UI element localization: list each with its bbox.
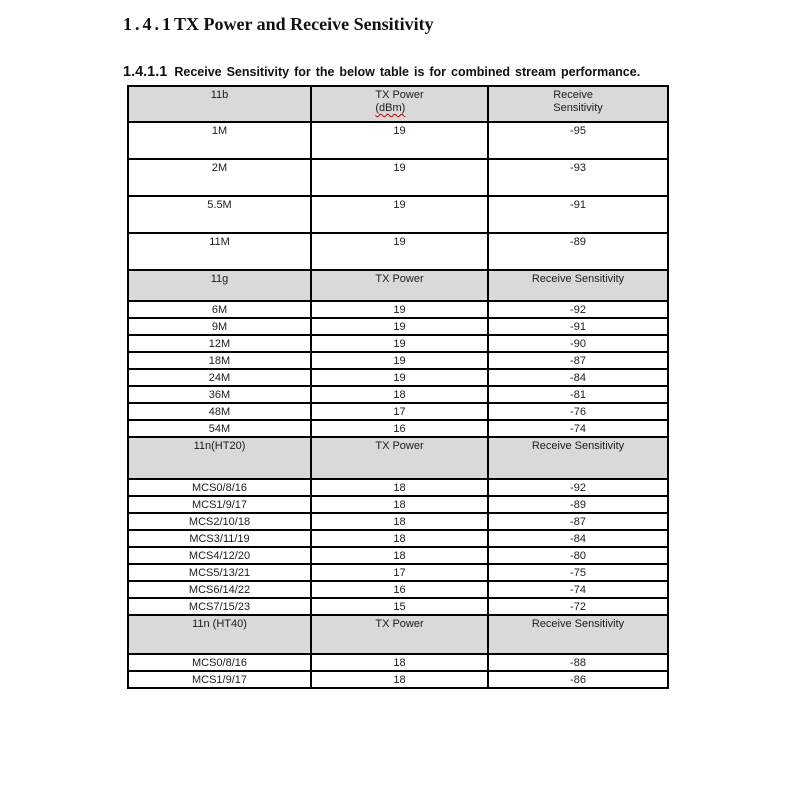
table-row [128,530,668,547]
table-row [128,547,668,564]
header-text-line: TX Power [375,440,424,452]
rx-sensitivity-cell: -72 [488,598,668,615]
rate-cell: 9M [128,318,311,335]
table-row [128,369,668,386]
rate-cell: MCS2/10/18 [128,513,311,530]
rate-cell: MCS0/8/16 [128,654,311,671]
tx-power-cell: 19 [311,122,488,159]
tx-power-cell: 18 [311,530,488,547]
header-text-line: 11n(HT20) [193,440,246,452]
rx-sensitivity-header-cell [488,86,668,122]
table-row [128,564,668,581]
rate-cell: 1M [128,122,311,159]
section-title: TX Power and Receive Sensitivity [174,14,434,34]
rate-cell: 54M [128,420,311,437]
rate-cell: MCS3/11/19 [128,530,311,547]
tx-power-header-cell [311,615,488,654]
table-row [128,479,668,496]
rx-sensitivity-cell: -89 [488,233,668,270]
rate-cell: MCS7/15/23 [128,598,311,615]
table-row [128,122,668,159]
tx-power-cell: 18 [311,479,488,496]
rx-sensitivity-cell: -91 [488,318,668,335]
tx-power-cell: 18 [311,547,488,564]
tx-power-cell: 15 [311,598,488,615]
rate-cell: 11M [128,233,311,270]
header-text-line: TX Power [375,273,424,285]
rx-sensitivity-cell: -91 [488,196,668,233]
header-text-line: 11b [210,89,229,101]
tx-power-cell: 19 [311,369,488,386]
rx-sensitivity-cell: -93 [488,159,668,196]
rx-sensitivity-cell: -81 [488,386,668,403]
tx-power-cell: 19 [311,352,488,369]
rate-cell: 5.5M [128,196,311,233]
table-row [128,159,668,196]
tx-power-cell: 18 [311,496,488,513]
tx-power-cell: 17 [311,564,488,581]
table-row [128,335,668,352]
sensitivity-table [127,85,669,689]
table-row [128,318,668,335]
table-row [128,598,668,615]
tx-power-header-cell [311,86,488,122]
rx-sensitivity-header-cell [488,615,668,654]
tx-power-cell: 18 [311,386,488,403]
table-row [128,671,668,688]
rate-cell: 12M [128,335,311,352]
tx-power-cell: 19 [311,233,488,270]
section-heading [123,14,434,35]
tx-power-cell: 18 [311,513,488,530]
rx-sensitivity-header-cell [488,270,668,301]
header-text-line: Receive Sensitivity [531,618,625,630]
section-header-11g [128,270,668,301]
section-number: 1.4.1 [123,14,174,34]
tx-power-cell: 18 [311,671,488,688]
header-text-line: Receive [553,89,593,101]
tx-power-cell: 19 [311,318,488,335]
mode-header-cell [128,86,311,122]
rx-sensitivity-cell: -88 [488,654,668,671]
tx-power-cell: 19 [311,335,488,352]
tx-power-cell: 17 [311,403,488,420]
rx-sensitivity-cell: -74 [488,420,668,437]
table-row [128,513,668,530]
table-row [128,386,668,403]
header-text-line: Sensitivity [553,102,603,114]
rate-cell: 48M [128,403,311,420]
section-header-11n-ht40 [128,615,668,654]
rate-cell: MCS6/14/22 [128,581,311,598]
table-row [128,301,668,318]
tx-power-cell: 19 [311,159,488,196]
table-row [128,420,668,437]
rx-sensitivity-cell: -76 [488,403,668,420]
tx-power-cell: 16 [311,420,488,437]
rx-sensitivity-cell: -86 [488,671,668,688]
header-text-line: TX Power [375,618,424,630]
header-text-line: Receive Sensitivity [531,273,625,285]
subsection-title: Receive Sensitivity for the below table is for combined stream performance. [174,65,641,79]
subsection-number: 1.4.1.1 [123,64,168,80]
rate-cell: 36M [128,386,311,403]
table-row [128,581,668,598]
rate-cell: MCS1/9/17 [128,671,311,688]
rx-sensitivity-cell: -92 [488,301,668,318]
rx-sensitivity-cell: -95 [488,122,668,159]
rx-sensitivity-cell: -90 [488,335,668,352]
rx-sensitivity-cell: -87 [488,352,668,369]
rx-sensitivity-cell: -75 [488,564,668,581]
table-row [128,196,668,233]
rx-sensitivity-header-cell [488,437,668,479]
tx-power-cell: 19 [311,301,488,318]
section-header-11b [128,86,668,122]
table-row [128,496,668,513]
header-text-line: TX Power [375,89,424,101]
mode-header-cell [128,270,311,301]
header-text-line: 11n (HT40) [192,618,247,630]
header-text-line: 11g [210,273,229,285]
rx-sensitivity-cell: -84 [488,369,668,386]
rx-sensitivity-cell: -80 [488,547,668,564]
table-row [128,352,668,369]
rx-sensitivity-cell: -74 [488,581,668,598]
tx-power-header-cell [311,437,488,479]
header-text-line: Receive Sensitivity [531,440,625,452]
tx-power-cell: 19 [311,196,488,233]
rx-sensitivity-cell: -92 [488,479,668,496]
rx-sensitivity-cell: -89 [488,496,668,513]
mode-header-cell [128,615,311,654]
rate-cell: 18M [128,352,311,369]
subsection-heading [123,63,640,81]
rate-cell: MCS1/9/17 [128,496,311,513]
section-header-11n-ht20 [128,437,668,479]
header-text-line: (dBm) [375,102,406,114]
table-row [128,233,668,270]
rx-sensitivity-cell: -84 [488,530,668,547]
rx-sensitivity-cell: -87 [488,513,668,530]
tx-power-cell: 16 [311,581,488,598]
table-row [128,403,668,420]
sensitivity-table-body [128,86,668,688]
rate-cell: 6M [128,301,311,318]
rate-cell: 2M [128,159,311,196]
table-row [128,654,668,671]
rate-cell: 24M [128,369,311,386]
tx-power-cell: 18 [311,654,488,671]
tx-power-header-cell [311,270,488,301]
rate-cell: MCS5/13/21 [128,564,311,581]
rate-cell: MCS0/8/16 [128,479,311,496]
mode-header-cell [128,437,311,479]
rate-cell: MCS4/12/20 [128,547,311,564]
